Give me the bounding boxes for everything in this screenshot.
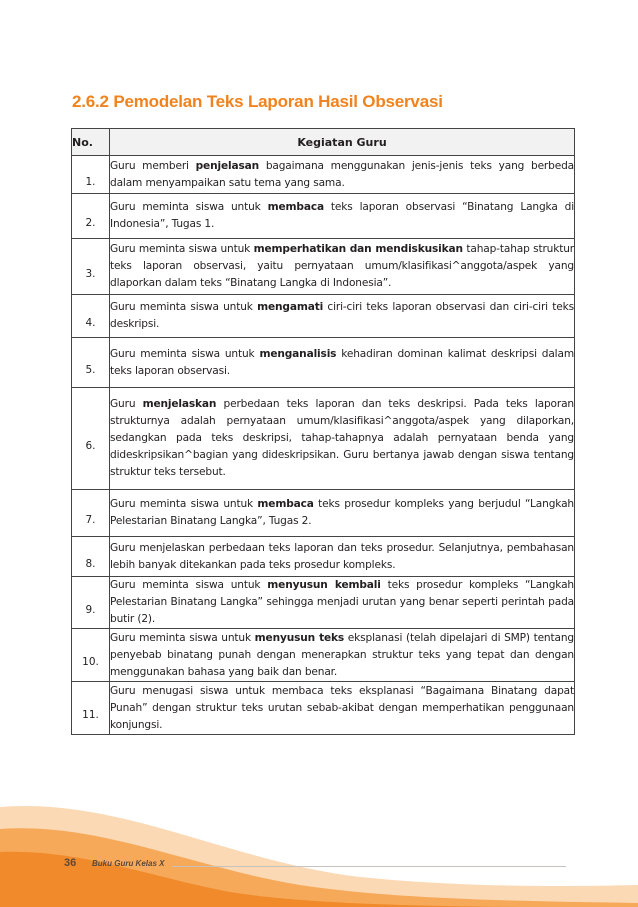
table-row [72,194,575,239]
row-number-label: 3. [85,267,96,280]
row-number-label: 6. [85,439,96,452]
row-number [72,338,110,388]
table-row [72,388,575,490]
activity-description: Guru meminta siswa untuk menyusun teks eksplanasi (telah dipelajari di SMP) tentang penyebab binatang punah dengan menerapkan struktur teks yang tepat dan dengan menggunakan bahasa yang baik dan benar. [110,629,575,682]
page-number: 36 [64,857,77,869]
activity-description: Guru meminta siswa untuk mengamati ciri-ciri teks laporan observasi dan ciri-ciri teks deskripsi. [110,295,575,338]
book-title: Buku Guru Kelas X [92,859,165,868]
table-row [72,239,575,295]
table-row [72,629,575,682]
row-number-label: 5. [85,363,96,376]
activity-description: Guru menjelaskan perbedaan teks laporan dan teks deskripsi. Pada teks laporan strukturnya adalah pernyataan umum/klasifikasi^anggota/aspek yang dilaporkan, sedangkan pada teks deskripsi, tahap-tahapnya adalah pernyataan benda yang dideskripsikan^bagian yang dideskripsikan. Guru bertanya jawab dengan siswa tentang struktur teks tersebut. [110,388,575,490]
row-number [72,490,110,537]
table-row [72,537,575,577]
row-number [72,239,110,295]
table-row [72,156,575,194]
column-header-kegiatan: Kegiatan Guru [110,129,575,156]
row-number-label: 4. [85,317,96,329]
row-number-label: 1. [85,175,96,188]
activity-description: Guru menugasi siswa untuk membaca teks eksplanasi “Bagaimana Binatang dapat Punah” dengan struktur teks urutan sebab-akibat dengan memperhatikan penggunaan konjungsi. [110,682,575,735]
row-number-label: 7. [85,514,96,526]
row-number [72,295,110,338]
column-header-no: No. [72,129,110,156]
activity-description: Guru menjelaskan perbedaan teks laporan dan teks prosedur. Selanjutnya, pembahasan lebih banyak ditekankan pada teks prosedur kompleks. [110,537,575,577]
row-number [72,194,110,239]
row-number [72,537,110,577]
row-number-label: 10. [82,656,99,668]
row-number-label: 2. [85,217,96,229]
activity-table [71,128,575,735]
section-heading: 2.6.2 Pemodelan Teks Laporan Hasil Observasi [72,92,443,111]
table-row [72,577,575,629]
row-number [72,156,110,194]
activity-description: Guru meminta siswa untuk membaca teks prosedur kompleks yang berjudul “Langkah Pelestarian Binatang Langka”, Tugas 2. [110,490,575,537]
table-row [72,295,575,338]
footer-divider [172,866,566,867]
row-number [72,682,110,735]
activity-description: Guru meminta siswa untuk memperhatikan dan mendiskusikan tahap-tahap struktur teks laporan observasi, yaitu pernyataan umum/klasifikasi^anggota/aspek yang dlaporkan dalam teks “Binatang Langka di Indonesia”. [110,239,575,295]
row-number-label: 9. [85,603,96,616]
table-header-row [72,129,575,156]
row-number-label: 11. [82,709,99,721]
row-number [72,388,110,490]
activity-description: Guru meminta siswa untuk menyusun kembali teks prosedur kompleks “Langkah Pelestarian Binatang Langka” sehingga menjadi urutan yang benar seperti perintah pada butir (2). [110,577,575,629]
row-number-label: 8. [85,557,96,570]
activity-description: Guru meminta siswa untuk menganalisis kehadiran dominan kalimat deskripsi dalam teks laporan observasi. [110,338,575,388]
table-row [72,338,575,388]
activity-description: Guru meminta siswa untuk membaca teks laporan observasi “Binatang Langka di Indonesia”, Tugas 1. [110,194,575,239]
decorative-wave [0,767,638,907]
row-number [72,629,110,682]
row-number [72,577,110,629]
table-row [72,490,575,537]
table-row [72,682,575,735]
activity-description: Guru memberi penjelasan bagaimana menggunakan jenis-jenis teks yang berbeda dalam menyampaikan satu tema yang sama. [110,156,575,194]
